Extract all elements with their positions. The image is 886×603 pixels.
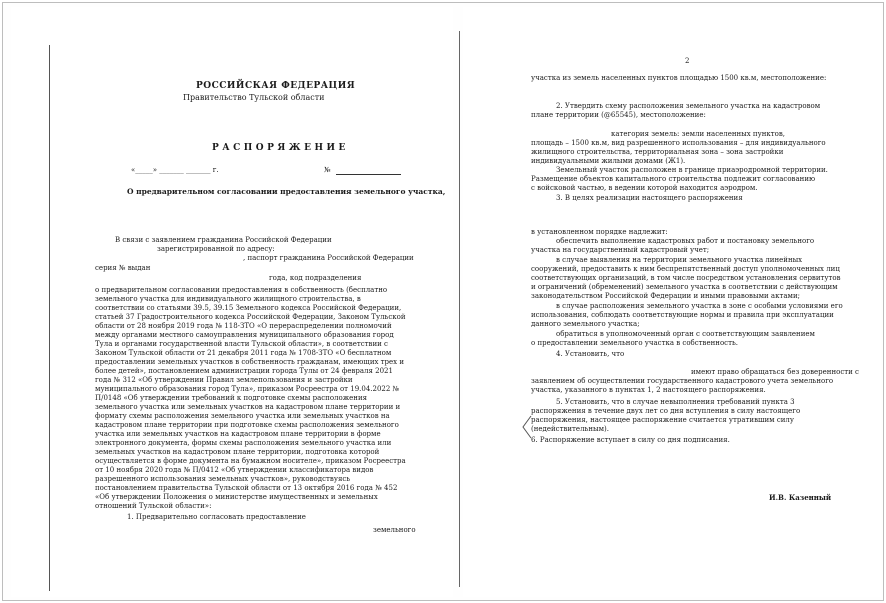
body-line: В связи с заявлением гражданина Российской Федерации <box>115 236 332 244</box>
body-line: Законом Тульской области от 21 декабря 2011 года № 1708-ЗТО «О бесплатном <box>95 349 392 357</box>
body-line: года, код подразделения <box>269 274 362 282</box>
body-line: земельного участка или земельных участков на кадастровом плане территории и <box>95 403 401 411</box>
body-line: «Об утверждении Положения о министерстве имущественных и земельных <box>95 493 378 501</box>
body-line: обратиться в уполномоченный орган с соответствующим заявлением <box>556 330 815 338</box>
body-line: имеют право обращаться без доверенности с <box>691 368 859 376</box>
body-line: муниципального образования город Тула», приказом Росреестра от 19.04.2022 № <box>95 385 400 393</box>
body-line: предоставлении земельных участков в собственность гражданам, имеющих трех и <box>95 358 404 366</box>
body-line: категория земель: земли населенных пунктов, <box>611 130 786 138</box>
body-line: законодательством Российской Федерации и иными правовыми актами; <box>531 292 800 300</box>
handwritten-mark <box>521 415 533 439</box>
body-line: использования, соблюдать соответствующие нормы и правила при эксплуатации <box>531 311 834 319</box>
body-line: статьей 37 Градостроительного кодекса Российской Федерации, Законом Тульской <box>95 313 406 321</box>
body-line: П/0148 «Об утверждении требований к подготовке схемы расположения <box>95 394 368 402</box>
body-line: сооружений, предоставить к ним беспрепятственный доступ уполномоченных лиц <box>531 265 840 273</box>
body-line: участка на государственный кадастровый учет; <box>531 246 710 254</box>
document-subject: О предварительном согласовании предоставления земельного участка, <box>127 187 446 196</box>
body-line: и ограничений (обременений) земельного участка в соответствии с действующим <box>531 283 838 291</box>
body-line: обеспечить выполнение кадастровых работ и постановку земельного <box>556 237 815 245</box>
page-number: 2 <box>685 57 690 65</box>
body-line: соответствии со статьями 39.5, 39.15 Земельного кодекса Российской Федерации, <box>95 304 402 312</box>
body-line: 3. В целях реализации настоящего распоряжения <box>556 194 743 202</box>
body-line: формату схемы расположения земельного участка или земельных участков на <box>95 412 390 420</box>
body-line: более детей», постановлением администрации города Тулы от 24 февраля 2021 <box>95 367 393 375</box>
body-line: кадастровом плане территории при подготовке схемы расположения земельного <box>95 421 399 429</box>
number-underline <box>336 174 401 175</box>
body-line: 5. Установить, что в случае невыполнения требований пункта 3 <box>556 398 795 406</box>
body-line: о предоставлении земельного участка в собственность. <box>531 339 739 347</box>
body-line: 2. Утвердить схему расположения земельного участка на кадастровом <box>556 102 821 110</box>
body-line: между органами местного самоуправления муниципального образования город <box>95 331 394 339</box>
body-line: участка, указанного в пунктах 1, 2 настоящего распоряжения. <box>531 386 766 394</box>
body-line: в установленном порядке надлежит: <box>531 228 668 236</box>
body-line: распоряжения в течение двух лет со дня вступления в силу настоящего <box>531 407 801 415</box>
body-line: земельных участков на кадастровом плане территории, подготовка которой <box>95 448 380 456</box>
body-line: Земельный участок расположен в границе приаэродромной территории. <box>556 166 828 174</box>
document-page-2 <box>463 7 881 597</box>
date-line: «_____» _______ _______ г. <box>131 166 219 174</box>
body-line: 4. Установить, что <box>556 350 625 358</box>
header-government: Правительство Тульской области <box>183 93 325 102</box>
page-edge-line <box>459 31 460 587</box>
body-line: с войсковой частью, в ведении которой находится аэродром. <box>531 184 758 192</box>
body-line: 6. Распоряжение вступает в силу со дня подписания. <box>531 436 730 444</box>
body-line: участка из земель населенных пунктов площадью 1500 кв.м, местоположение: <box>531 74 827 82</box>
body-line: отношений Тульской области»: <box>95 502 212 510</box>
body-line: (недействительным). <box>531 425 609 433</box>
number-label: № <box>324 166 331 174</box>
body-line: земельного участка для индивидуального жилищного строительства, в <box>95 295 361 303</box>
body-line: серия № выдан <box>95 264 151 272</box>
body-line: от 10 ноября 2020 года № П/0412 «Об утверждении классификатора видов <box>95 466 374 474</box>
body-line: области от 28 ноября 2019 года № 118-ЗТО «О перераспределении полномочий <box>95 322 392 330</box>
signature-name: И.В. Казенный <box>769 493 832 502</box>
body-line: Тула и органами государственной власти Тульской области», в соответствии с <box>95 340 388 348</box>
body-line: данного земельного участка; <box>531 320 640 328</box>
body-line: плане территории (@65545), местоположение: <box>531 111 706 119</box>
body-line: площадь – 1500 кв.м, вид разрешенного использования – для индивидуального <box>531 139 826 147</box>
body-line: 1. Предварительно согласовать предоставление <box>127 513 306 521</box>
document-type-title: РАСПОРЯЖЕНИЕ <box>212 143 349 153</box>
document-page-1 <box>11 7 453 597</box>
page-edge-line <box>49 45 50 591</box>
body-line: земельного <box>373 526 416 534</box>
body-line: постановлением правительства Тульской области от 13 октября 2016 года № 452 <box>95 484 398 492</box>
body-line: соответствующих организаций, в том числе посредством установления сервитутов <box>531 274 841 282</box>
body-line: разрешенного использования земельных участков», руководствуясь <box>95 475 351 483</box>
body-line: зарегистрированной по адресу: <box>157 245 275 253</box>
body-line: осуществляется в форме документа на бумажном носителе», приказом Росреестра <box>95 457 406 465</box>
body-line: Размещение объектов капитального строительства подлежит согласованию <box>531 175 816 183</box>
body-line: распоряжения, настоящее распоряжение считается утратившим силу <box>531 416 794 424</box>
body-line: в случае расположения земельного участка в зоне с особыми условиями его <box>556 302 843 310</box>
body-line: года № 312 «Об утверждении Правил землепользования и застройки <box>95 376 353 384</box>
body-line: участка или земельных участков на кадастровом плане территории в форме <box>95 430 381 438</box>
body-line: в случае выявления на территории земельного участка линейных <box>556 256 803 264</box>
body-line: индивидуальными жилыми домами (Ж1). <box>531 157 686 165</box>
header-country: РОССИЙСКАЯ ФЕДЕРАЦИЯ <box>196 81 356 91</box>
body-line: электронного документа, формы схемы расположения земельного участка или <box>95 439 392 447</box>
body-line: заявлением об осуществлении государственного кадастрового учета земельного <box>531 377 834 385</box>
body-line: о предварительном согласовании предоставления в собственность (бесплатно <box>95 286 388 294</box>
body-line: , паспорт гражданина Российской Федерации <box>243 254 414 262</box>
document-viewer-frame <box>2 2 884 601</box>
body-line: жилищного строительства, территориальная зона – зона застройки <box>531 148 784 156</box>
